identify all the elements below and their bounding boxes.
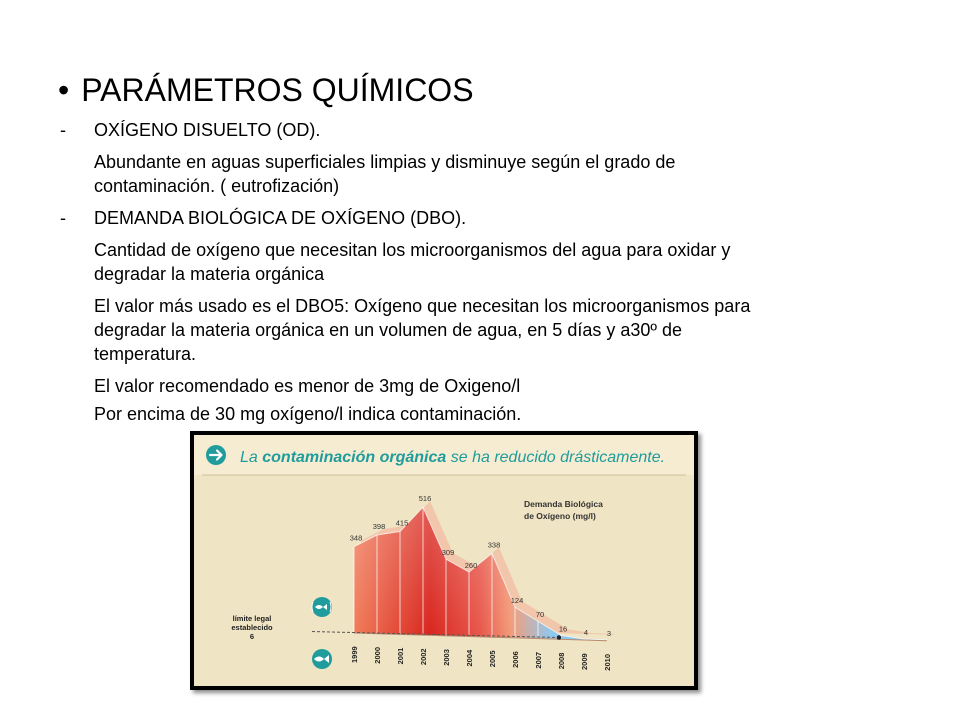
data-label-2005: 338	[487, 540, 501, 550]
dbo-dash: -	[60, 208, 66, 228]
legend-line-1: de Oxígeno (mg/l)	[524, 511, 596, 521]
dbo5-line-2: degradar la materia orgánica en un volumen de agua, en 5 días y a30º de	[94, 320, 682, 340]
x-tick-label-2000: 2000	[373, 647, 382, 664]
dbo-description-line-1: Cantidad de oxígeno que necesitan los microorganismos del agua para oxidar y	[94, 240, 731, 260]
dbo5-line-1: El valor más usado es el DBO5: Oxígeno que necesitan los microorganismos para	[94, 296, 751, 316]
od-description-line-1: Abundante en aguas superficiales limpias y disminuye según el grado de	[94, 152, 676, 172]
data-label-2000: 398	[372, 521, 386, 531]
x-tick-label-2005: 2005	[488, 650, 497, 668]
dbo-description-line-2: degradar la materia orgánica	[94, 264, 325, 284]
legal-limit-label-0: límite legal	[232, 614, 272, 623]
data-label-2007: 70	[535, 610, 545, 620]
x-tick-label-2006: 2006	[511, 651, 520, 668]
x-tick-label-2003: 2003	[442, 649, 451, 666]
data-label-2004: 260	[464, 561, 478, 571]
dbo-heading: DEMANDA BIOLÓGICA DE OXÍGENO (DBO).	[94, 208, 467, 228]
data-label-2001: 415	[395, 518, 409, 528]
x-tick-label-1999: 1999	[350, 646, 359, 663]
legal-limit-label-1: establecido	[231, 623, 273, 632]
data-label-2003: 309	[441, 548, 455, 558]
banner-text-bold: contaminación orgánica	[262, 449, 447, 466]
dbo-area-highlight	[354, 507, 607, 641]
contamination-threshold-text: Por encima de 30 mg oxígeno/l indica contaminación.	[94, 404, 522, 424]
od-heading: OXÍGENO DISUELTO (OD).	[94, 120, 321, 140]
dbo-chart-figure	[190, 431, 698, 690]
x-tick-label-2001: 2001	[396, 647, 405, 665]
x-tick-label-2009: 2009	[580, 653, 589, 670]
x-tick-label-2004: 2004	[465, 649, 474, 667]
data-label-2002: 516	[418, 494, 432, 504]
banner-text	[240, 449, 665, 466]
banner-text-suffix: se ha reducido drásticamente.	[446, 449, 666, 466]
title-text: PARÁMETROS QUÍMICOS	[81, 72, 474, 108]
slide-title	[58, 70, 474, 110]
data-label-2008: 16	[558, 624, 568, 634]
legal-limit-marker	[557, 635, 561, 639]
od-description-line-2: contaminación. ( eutrofización)	[94, 176, 340, 196]
x-tick-label-2010: 2010	[603, 654, 612, 671]
dbo-chart	[194, 435, 694, 686]
recommended-value-text: El valor recomendado es menor de 3mg de Oxigeno/l	[94, 376, 521, 396]
banner-text-prefix: La	[240, 449, 263, 466]
data-label-2006: 124	[510, 596, 524, 606]
legal-limit-label-2: 6	[249, 632, 255, 641]
x-tick-label-2002: 2002	[419, 648, 428, 666]
title-bullet: •	[58, 72, 70, 108]
x-tick-label-2008: 2008	[557, 652, 566, 670]
data-label-2010: 3	[606, 628, 612, 638]
legend-line-0: Demanda Biológica	[524, 499, 603, 509]
data-label-2009: 4	[583, 628, 589, 638]
data-label-1999: 348	[349, 533, 363, 543]
x-tick-label-2007: 2007	[534, 651, 543, 669]
od-dash: -	[60, 120, 66, 140]
dbo5-line-3: temperatura.	[94, 344, 197, 364]
